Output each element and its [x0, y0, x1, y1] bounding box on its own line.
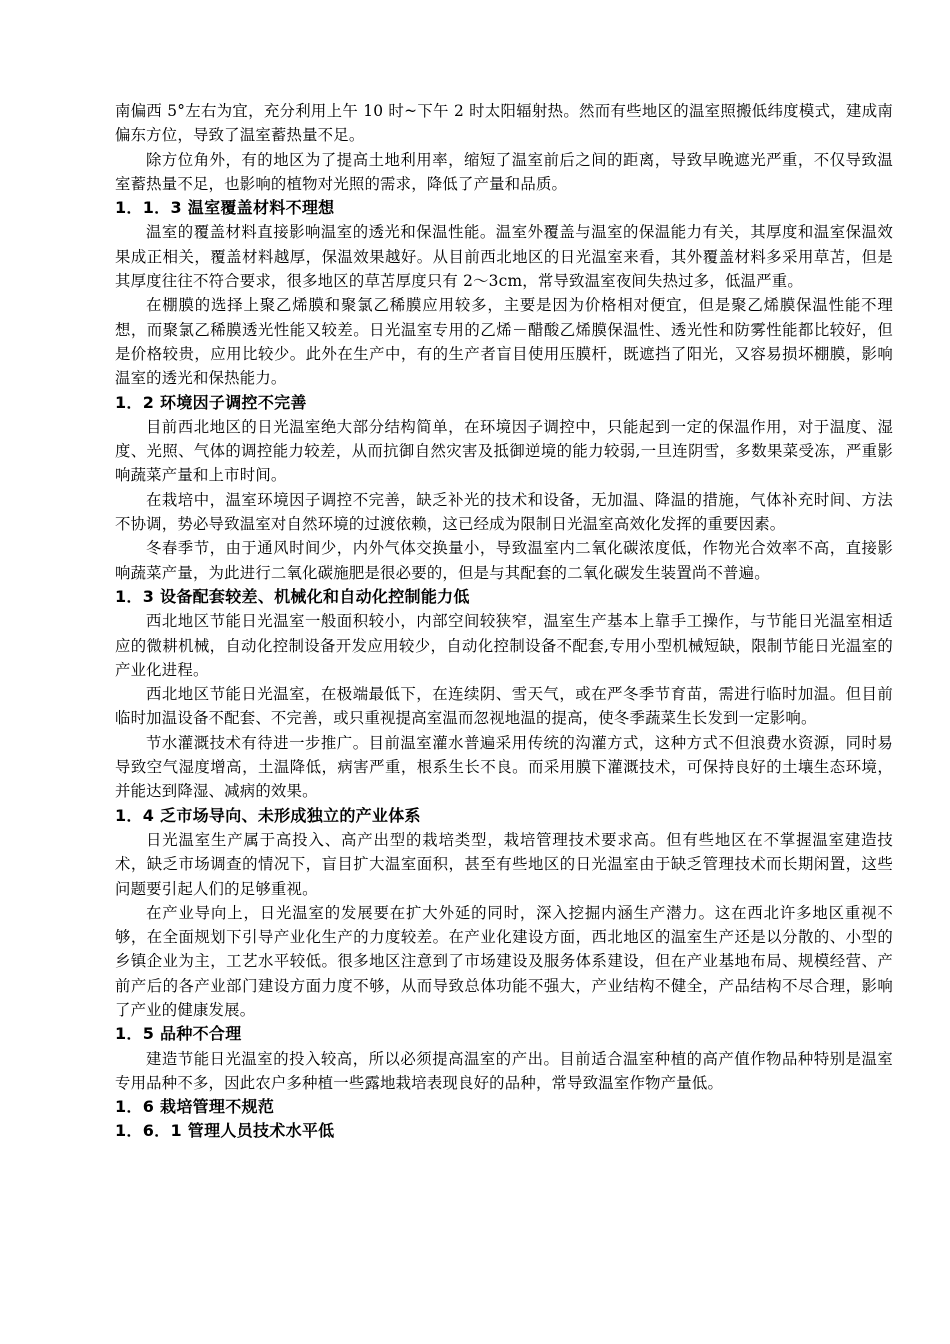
section-heading-1-3: 1．3 设备配套较差、机械化和自动化控制能力低 [115, 586, 470, 606]
paragraph-co2-fertilization: 冬春季节，由于通风时间少，内外气体交换量小，导致温室内二氧化碳浓度低，作物光合效率不高，直接影响蔬菜产量，为此进行二氧化碳施肥是很必要的，但是与其配套的二氧化碳发生装置尚不普遍。 [115, 539, 893, 582]
paragraph-temporary-heating: 西北地区节能日光温室，在极端最低下，在连续阴、雪天气，或在严冬季节育苗，需进行临时加温。但目前临时加温设备不配套、不完善，或只重视提高室温而忽视地温的提高，使冬季蔬菜生长发到一定影响。 [115, 685, 893, 728]
paragraph-environment-structure: 目前西北地区的日光温室绝大部分结构简单，在环境因子调控中，只能起到一定的保温作用，对于温度、湿度、光照、气体的调控能力较差，从而抗御自然灾害及抵御逆境的能力较弱,一旦连阴雪，多数果菜受冻，严重影响蔬菜产量和上市时间。 [115, 417, 893, 485]
paragraph-film-selection: 在棚膜的选择上聚乙烯膜和聚氯乙稀膜应用较多，主要是因为价格相对便宜，但是聚乙烯膜保温性能不理想，而聚氯乙稀膜透光性能又较差。日光温室专用的乙烯－醋酸乙烯膜保温性、透光性和防雾性能都比较好，但是价格较贵，应用比较少。此外在生产中，有的生产者盲目使用压膜杆，既遮挡了阳光，又容易损坏棚膜，影响温室的透光和保热能力。 [115, 296, 893, 388]
paragraph-orientation-spacing: 除方位角外，有的地区为了提高土地利用率，缩短了温室前后之间的距离，导致早晚遮光严重，不仅导致温室蓄热量不足，也影响的植物对光照的需求，降低了产量和品质。 [115, 150, 893, 193]
paragraph-covering-materials: 温室的覆盖材料直接影响温室的透光和保温性能。温室外覆盖与温室的保温能力有关，其厚度和温室保温效果成正相关，覆盖材料越厚，保温效果越好。从目前西北地区的日光温室来看，其外覆盖材料多采用草苫，但是其厚度往往不符合要求，很多地区的草苫厚度只有 2～3cm，常导致温室夜间失热过多，低温严重。 [115, 223, 893, 291]
section-heading-1-6: 1．6 栽培管理不规范 [115, 1097, 275, 1117]
paragraph-market-investment: 日光温室生产属于高投入、高产出型的栽培类型，栽培管理技术要求高。但有些地区在不掌握温室建造技术，缺乏市场调查的情况下，盲目扩大温室面积，甚至有些地区的日光温室由于缺乏管理技术而长期闲置，这些问题要引起人们的足够重视。 [115, 830, 893, 898]
paragraph-mechanization: 西北地区节能日光温室一般面积较小，内部空间较狭窄，温室生产基本上靠手工操作，与节能日光温室相适应的微耕机械，自动化控制设备开发应用较少，自动化控制设备不配套,专用小型机械短缺，限制节能日光温室的产业化进程。 [115, 612, 893, 679]
section-heading-1-5: 1．5 品种不合理 [115, 1024, 242, 1044]
section-heading-1-2: 1．2 环境因子调控不完善 [115, 392, 307, 412]
paragraph-varieties: 建造节能日光温室的投入较高，所以必须提高温室的产出。目前适合温室种植的高产值作物品种特别是温室专用品种不多，因此农户多种植一些露地栽培表现良好的品种，常导致温室作物产量低。 [115, 1049, 893, 1092]
paragraph-irrigation: 节水灌溉技术有待进一步推广。目前温室灌水普遍采用传统的沟灌方式，这种方式不但浪费水资源，同时易导致空气湿度增高，土温降低，病害严重，根系生长不良。而采用膜下灌溉技术，可保持良好的土壤生态环境，并能达到降湿、减病的效果。 [115, 733, 893, 801]
paragraph-orientation-intro: 南偏西 5°左右为宜，充分利用上午 10 时~下午 2 时太阳辐射热。然而有些地区的温室照搬低纬度模式，建成南偏东方位，导致了温室蓄热量不足。 [115, 102, 893, 145]
paragraph-industry-guidance: 在产业导向上，日光温室的发展要在扩大外延的同时，深入挖掘内涵生产潜力。这在西北许多地区重视不够，在全面规划下引导产业化生产的力度较差。在产业化建设方面，西北地区的温室生产还是以分散的、小型的乡镇企业为主，工艺水平较低。很多地区注意到了市场建设及服务体系建设，但在产业基地布局、规模经营、产前产后的各产业部门建设方面力度不够，从而导致总体功能不强大，产业结构不健全，产品结构不尽合理，影响了产业的健康发展。 [115, 903, 893, 1019]
paragraph-environment-cultivation: 在栽培中，温室环境因子调控不完善，缺乏补光的技术和设备，无加温、降温的措施，气体补充时间、方法不协调，势必导致温室对自然环境的过渡依赖，这已经成为限制日光温室高效化发挥的重要因素。 [115, 490, 893, 534]
section-heading-1-6-1: 1．6．1 管理人员技术水平低 [115, 1121, 335, 1141]
document-page [115, 99, 893, 1144]
section-heading-1-4: 1．4 乏市场导向、未形成独立的产业体系 [115, 805, 421, 825]
section-heading-1-1-3: 1．1．3 温室覆盖材料不理想 [115, 198, 335, 218]
